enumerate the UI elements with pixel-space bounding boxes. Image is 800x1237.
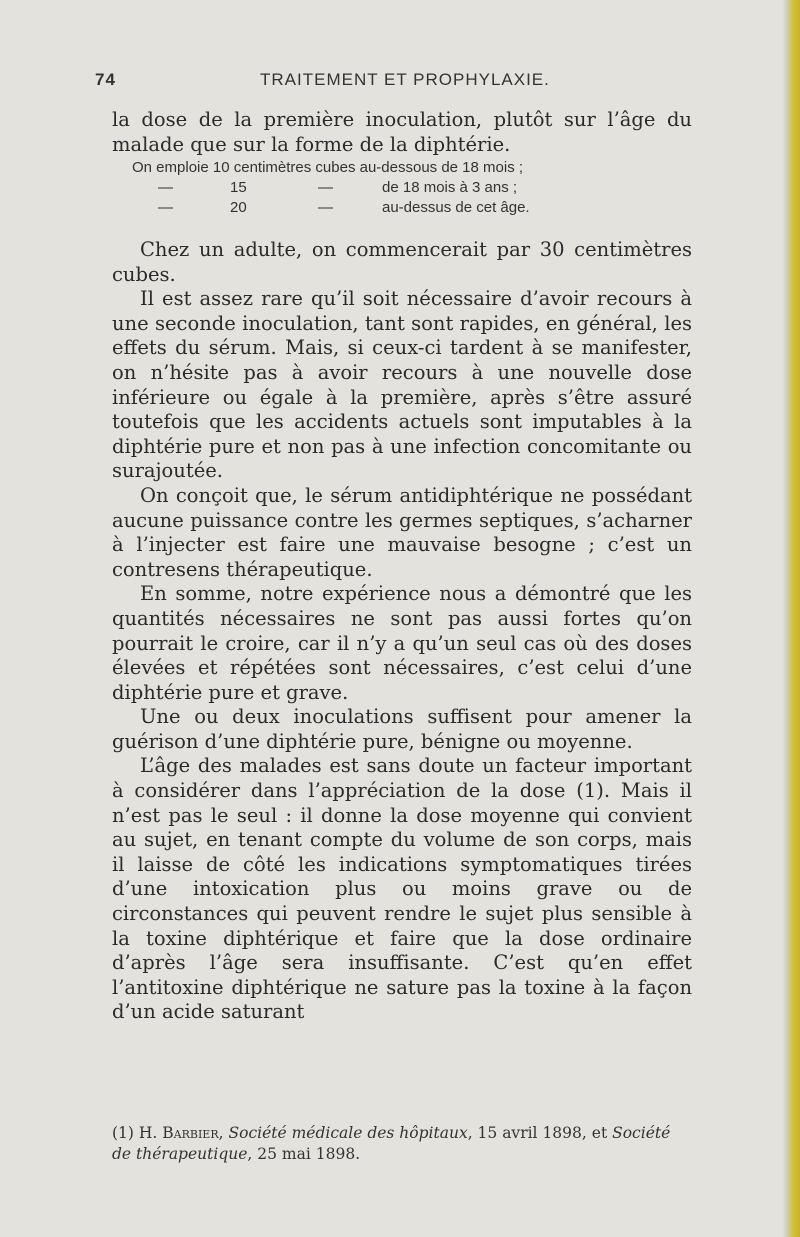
footnote-conjunction: et bbox=[591, 1124, 608, 1142]
footnote bbox=[112, 1123, 692, 1165]
footnote-date: , 15 avril 1898, bbox=[467, 1124, 587, 1142]
page-number: 74 bbox=[95, 70, 116, 89]
dosage-amount: 15 bbox=[230, 179, 247, 196]
paragraph: En somme, notre expérience nous a démontré que les quantités nécessaires ne sont pas aussi fortes qu’on pourrait le croire, car il n’y a qu’un seul cas où des doses élevées et répétées sont nécessaires, c’est celui d’une diphtérie pure et grave. bbox=[112, 582, 692, 704]
dosage-table bbox=[132, 158, 692, 218]
dosage-row-1 bbox=[132, 158, 692, 178]
paragraph: Une ou deux inoculations suffisent pour amener la guérison d’une diphtérie pure, bénigne ou moyenne. bbox=[112, 705, 692, 753]
running-title: TRAITEMENT ET PROPHYLAXIE. bbox=[260, 70, 550, 89]
dosage-dash: — bbox=[318, 179, 333, 196]
footnote-date: , 25 mai 1898. bbox=[247, 1145, 361, 1163]
dosage-row-2 bbox=[132, 178, 692, 198]
footnote-author: Barbier bbox=[162, 1124, 219, 1142]
running-header bbox=[95, 70, 695, 98]
page-edge bbox=[782, 0, 800, 1237]
paragraph: On conçoit que, le sérum antidiphtérique ne possédant aucune puissance contre les germes septiques, s’acharner à l’injecter est faire une mauvaise besogne ; c’est un contresens thérapeutique. bbox=[112, 483, 692, 581]
paragraph: Il est assez rare qu’il soit nécessaire d’avoir recours à une seconde inoculation, tant sont rapides, en général, les effets du sérum. Mais, si ceux-ci tardent à se manifester, on n’hésite pas à avoir recours à une nouvelle dose inférieure ou égale à la première, après s’être assuré toutefois que les accidents actuels sont imputables à la diphtérie pure et non pas à une infection concomitante ou surajoutée. bbox=[112, 287, 692, 483]
body-text bbox=[112, 238, 692, 1025]
footnote-journal: Société de thérapeutique bbox=[112, 1124, 671, 1163]
footnote-journal: Société médicale des hôpitaux bbox=[228, 1124, 468, 1142]
dosage-row-3 bbox=[132, 198, 692, 218]
footnote-mark: (1) H. bbox=[112, 1124, 158, 1142]
intro-paragraph: la dose de la première inoculation, plutôt sur l’âge du malade que sur la forme de la diphtérie. bbox=[112, 108, 692, 156]
dosage-amount: 20 bbox=[230, 199, 247, 216]
dosage-line-1: On emploie 10 centimètres cubes au-dessous de 18 mois ; bbox=[132, 159, 524, 176]
intro-text bbox=[112, 108, 692, 157]
dosage-dash: — bbox=[318, 199, 333, 216]
paragraph: L’âge des malades est sans doute un facteur important à considérer dans l’appréciation de la dose (1). Mais il n’est pas le seul : il donne la dose moyenne qui convient au sujet, en tenant compte du volume de son corps, mais il laisse de côté les indications symptomatiques tirées d’une intoxication plus ou moins grave ou de circonstances qui peuvent rendre le sujet plus sensible à la toxine diphtérique et faire que la dose ordinaire d’après l’âge sera insuffisante. C’est qu’en effet l’antitoxine diphtérique ne sature pas la toxine à la façon d’un acide saturant bbox=[112, 754, 692, 1024]
dosage-dash: — bbox=[158, 179, 173, 196]
dosage-dash: — bbox=[158, 199, 173, 216]
paragraph: Chez un adulte, on commencerait par 30 centimètres cubes. bbox=[112, 238, 692, 286]
dosage-range: au-dessus de cet âge. bbox=[382, 199, 530, 216]
dosage-range: de 18 mois à 3 ans ; bbox=[382, 179, 518, 196]
footnote-separator: , bbox=[218, 1124, 224, 1142]
